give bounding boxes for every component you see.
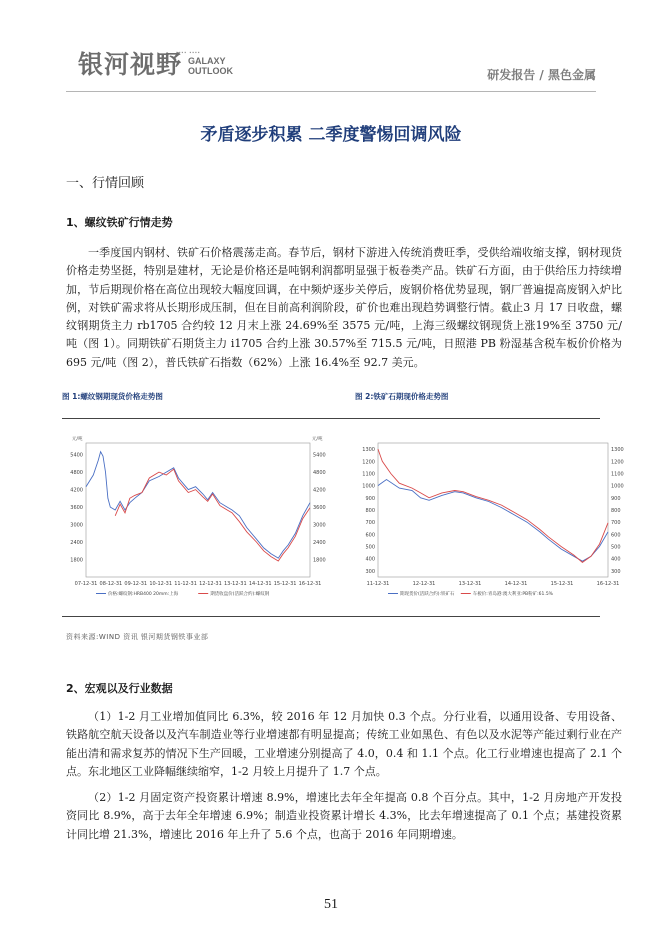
y-tick-label-left: 700 xyxy=(365,520,375,527)
y-tick-label-left: 1100 xyxy=(362,471,375,478)
page-title: 矛盾逐步积累 二季度警惕回调风险 xyxy=(200,125,462,145)
y-tick-label-left: 600 xyxy=(365,532,375,539)
logo-chinese-text: 银河视野 xyxy=(78,50,183,79)
x-tick-label: 12-12-31 xyxy=(199,581,222,587)
figure-2-caption: 图 2:铁矿石期现价格走势图 xyxy=(355,392,449,401)
plot-frame xyxy=(378,443,608,577)
iron-ore-price-chart xyxy=(348,435,628,607)
body-paragraph: （2）1-2 月固定资产投资累计增速 8.9%，增速比去年全年提高 0.8 个百分点。其中，1-2 月房地产开发投资同比 8.9%，高于去年全年增速 6.9%；制造业投资累计增长 4.3%，比去年增速提高了 0.1 个点；基建投资累计同比增 21.3%，增速比 2016 年上升了 5.6 个点，也高于 2016 年同期增速。 xyxy=(66,791,622,841)
y-tick-label-right: 1200 xyxy=(611,459,624,466)
figure-1-caption: 图 1:螺纹钢期现货价格走势图 xyxy=(62,392,163,401)
y-tick-label-right: 1300 xyxy=(611,447,624,454)
section-heading: 一、行情回顾 xyxy=(66,176,145,191)
y-tick-label-left: 1200 xyxy=(362,459,375,466)
y-tick-label-right: 3000 xyxy=(313,522,326,529)
body-paragraph: 一季度国内钢材、铁矿石价格震荡走高。春节后，钢材下游进入传统消费旺季，受供给端收缩支撑，钢材现货价格走势坚挺，特别是建材，无论是价格还是吨钢利润都明显强于板卷类产品。铁矿石方面，由于供给压力持续增加，节后期现价格在高位出现较大幅度回调，在中频炉逐步关停后，废钢价格优势显现，钢厂普遍提高废钢入炉比例，对铁矿需求将从长期形成压制，但在目前高利润阶段，矿价也难出现趋势调整行情。截止3 月 17 日收盘，螺纹钢期货主力 rb1705 合约较 12 月末上涨 24.69%至 3575 元/吨，上海三级螺纹钢现货上涨19%至 3750 元/吨（图 1）。同期铁矿石期货主力 i1705 合约上涨 30.57%至 715.5 元/吨，日照港 PB 粉湿基含税车板价价格为 695 元/吨（图 2），普氏铁矿石指数（62%）上涨 16.4%至 92.7 美元。 xyxy=(66,246,622,369)
galaxy-outlook-logo: ▪▪▪▪ ▪▪▪▪ 银河视野 GALAXY OUTLOOK xyxy=(78,50,234,79)
x-tick-label: 15-12-31 xyxy=(550,581,574,587)
series-line xyxy=(115,469,310,561)
page-number: 51 xyxy=(324,897,338,912)
y-tick-label-right: 5400 xyxy=(313,452,326,459)
y-tick-label-right: 700 xyxy=(611,520,621,527)
x-tick-label: 11-12-31 xyxy=(174,581,197,587)
x-tick-label: 13-12-31 xyxy=(223,581,247,587)
x-tick-label: 11-12-31 xyxy=(366,581,390,587)
x-tick-label: 10-12-31 xyxy=(149,581,173,587)
legend-label: 期现货价(活跃合约):铁矿石 xyxy=(400,592,455,597)
x-tick-label: 14-12-31 xyxy=(248,581,272,587)
figure-top-rule xyxy=(62,418,600,419)
y-tick-label-left: 1000 xyxy=(362,483,375,490)
page-header xyxy=(0,0,662,100)
series-line xyxy=(378,480,608,562)
x-tick-label: 16-12-31 xyxy=(596,581,620,587)
x-tick-label: 09-12-31 xyxy=(124,581,148,587)
y-tick-label-left: 3600 xyxy=(70,505,83,512)
x-tick-label: 07-12-31 xyxy=(74,581,98,587)
subsection-heading: 2、宏观以及行业数据 xyxy=(66,682,173,695)
y-tick-label-right: 2400 xyxy=(313,540,326,547)
x-tick-label: 16-12-31 xyxy=(298,581,322,587)
y-tick-label-right: 1800 xyxy=(313,557,326,564)
y-axis-unit-right: 元/吨 xyxy=(312,437,323,442)
y-tick-label-left: 4800 xyxy=(70,470,83,477)
y-tick-label-right: 3600 xyxy=(313,505,326,512)
y-tick-label-left: 400 xyxy=(365,556,375,563)
body-paragraph: （1）1-2 月工业增加值同比 6.3%，较 2016 年 12 月加快 0.3 个点。分行业看，以通用设备、专用设备、铁路航空航天设备以及汽车制造业等行业增速都有明显提高；传统工业如黑色、有色以及水泥等产能过剩行业在产能出清和需求复苏的情况下生产回暖，工业增速分别提高了 4.0，0.4 和 1.1 个点。化工行业增速也提高了 2.1 个点。东北地区工业降幅继续缩窄，1-2 月较上月提升了 1.7 个点。 xyxy=(66,710,622,778)
y-tick-label-left: 300 xyxy=(365,568,375,575)
y-axis-unit-left: 元/吨 xyxy=(72,437,83,442)
y-tick-label-left: 500 xyxy=(365,544,375,551)
y-tick-label-left: 3000 xyxy=(70,522,83,529)
y-tick-label-left: 800 xyxy=(365,508,375,514)
x-tick-label: 15-12-31 xyxy=(273,581,297,587)
y-tick-label-right: 500 xyxy=(611,544,621,551)
y-tick-label-right: 4800 xyxy=(313,470,326,477)
y-tick-label-left: 5400 xyxy=(70,452,83,459)
y-tick-label-right: 4200 xyxy=(313,487,326,494)
x-tick-label: 14-12-31 xyxy=(504,581,528,587)
logo-english-text: GALAXY OUTLOOK xyxy=(188,56,234,76)
x-tick-label: 13-12-31 xyxy=(458,581,482,587)
y-tick-label-left: 1800 xyxy=(70,557,83,564)
rebar-price-chart xyxy=(62,435,334,607)
y-tick-label-right: 600 xyxy=(611,532,621,539)
y-tick-label-left: 900 xyxy=(365,495,375,502)
header-divider xyxy=(66,91,596,92)
y-tick-label-left: 2400 xyxy=(70,540,83,547)
breadcrumb: 研发报告 / 黑色金属 xyxy=(487,68,596,82)
y-tick-label-right: 800 xyxy=(611,508,621,514)
y-tick-label-left: 1300 xyxy=(362,447,375,454)
legend-label: 价格:螺纹钢:HRB400 20mm:上海 xyxy=(108,592,179,597)
y-tick-label-right: 1100 xyxy=(611,471,624,478)
y-tick-label-right: 1000 xyxy=(611,483,624,490)
y-tick-label-left: 4200 xyxy=(70,487,83,494)
y-tick-label-right: 900 xyxy=(611,495,621,502)
legend-label: 期货收盘价(活跃合约):螺纹钢 xyxy=(210,592,270,597)
y-tick-label-right: 300 xyxy=(611,568,621,575)
y-tick-label-right: 400 xyxy=(611,556,621,563)
x-tick-label: 12-12-31 xyxy=(412,581,436,587)
x-tick-label: 08-12-31 xyxy=(99,581,123,587)
legend-label: 车板价:青岛港:澳大利亚:PB粉矿:61.5% xyxy=(472,592,553,597)
source-note: 资料来源:WIND 资讯 银河期货钢铁事业部 xyxy=(66,633,209,641)
figure-bottom-rule xyxy=(62,616,600,617)
series-line xyxy=(378,449,608,562)
subsection-heading: 1、螺纹铁矿行情走势 xyxy=(66,216,173,229)
